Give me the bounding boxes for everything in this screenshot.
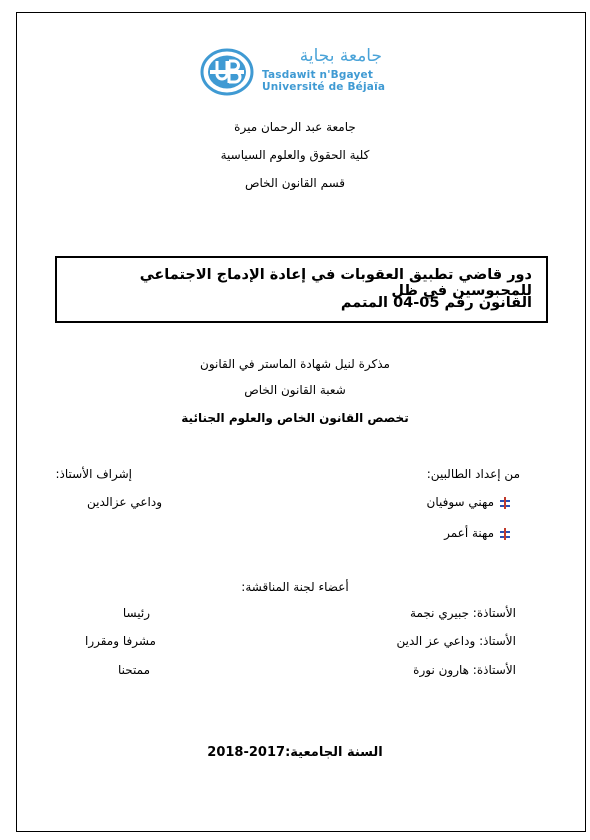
logo-arabic-name: جامعة بجاية	[299, 46, 382, 66]
committee-member-role: رئيسا	[122, 606, 150, 620]
committee-member-name: الأستاذة: جبيري نجمة	[410, 606, 516, 620]
thesis-title-box	[55, 256, 548, 323]
academic-year: السنة الجامعية:2017-2018	[207, 745, 383, 760]
bullet-icon	[500, 528, 510, 540]
committee-member-name: الأستاذ: وداعي عز الدين	[396, 634, 516, 648]
supervisor-label: إشراف الأستاذ:	[55, 467, 132, 481]
degree-branch: شعبة القانون الخاص	[244, 383, 346, 397]
supervisor-name: وداعي عزالدين	[87, 495, 162, 509]
students-label: من إعداد الطالبين:	[426, 467, 520, 481]
committee-member-role: ممتحنا	[117, 663, 150, 677]
university-emblem-icon	[200, 48, 254, 96]
degree-specialty: تخصص القانون الخاص والعلوم الجنائية	[181, 411, 409, 425]
faculty-name: كلية الحقوق والعلوم السياسية	[220, 148, 370, 162]
logo-kabyle-name: Tasdawit n'Bgayet	[262, 69, 374, 81]
department-name: قسم القانون الخاص	[244, 176, 346, 190]
committee-member-name: الأستاذة: هارون نورة	[413, 663, 516, 677]
logo-french-name: Université de Béjaïa	[262, 81, 386, 93]
thesis-title-line2: القانون رقم 05-04 المتمم	[340, 295, 532, 311]
degree-memo: مذكرة لنيل شهادة الماستر في القانون	[200, 357, 390, 371]
student-name-2: مهنة أعمر	[444, 526, 494, 540]
committee-member-role: مشرفا ومقررا	[84, 634, 156, 648]
bullet-icon	[500, 497, 510, 509]
university-name: جامعة عبد الرحمان ميرة	[234, 120, 356, 134]
university-logo	[200, 48, 470, 98]
committee-heading: أعضاء لجنة المناقشة:	[241, 580, 349, 594]
thesis-title-line1: دور قاضي تطبيق العقوبات في إعادة الإدماج الاجتماعي للمحبوسين في ظل	[139, 267, 532, 299]
student-name-1: مهني سوفيان	[426, 495, 494, 509]
